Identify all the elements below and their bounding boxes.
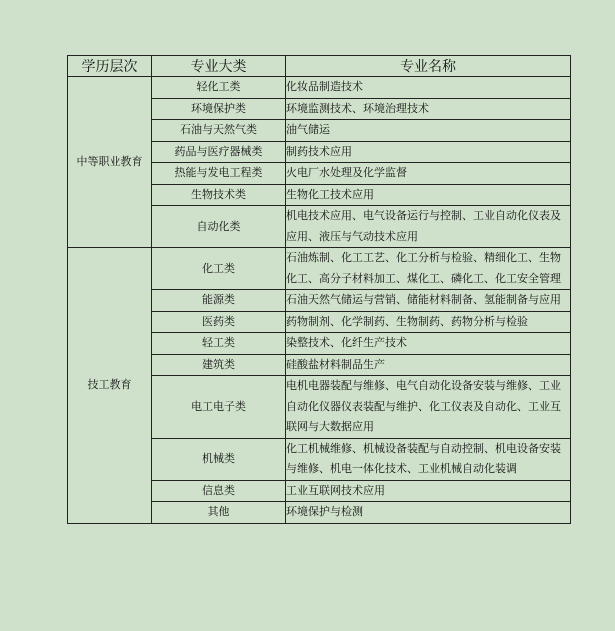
category-cell: 环境保护类	[152, 98, 286, 120]
names-cell: 染整技术、化纤生产技术	[286, 333, 571, 355]
names-cell: 化妆品制造技术	[286, 77, 571, 99]
names-cell: 工业互联网技术应用	[286, 480, 571, 502]
names-cell: 电机电器装配与维修、电气自动化设备安装与维修、工业自动化仪器仪表装配与维护、化工仪表及自动化、工业互联网与大数据应用	[286, 376, 571, 439]
category-cell: 能源类	[152, 290, 286, 312]
header-level: 学历层次	[68, 56, 152, 77]
category-cell: 自动化类	[152, 206, 286, 248]
category-cell: 石油与天然气类	[152, 120, 286, 142]
category-cell: 信息类	[152, 480, 286, 502]
header-row	[68, 56, 571, 77]
names-cell: 油气储运	[286, 120, 571, 142]
header-names: 专业名称	[286, 56, 571, 77]
category-cell: 药品与医疗器械类	[152, 141, 286, 163]
category-cell: 轻化工类	[152, 77, 286, 99]
names-cell: 机电技术应用、电气设备运行与控制、工业自动化仪表及应用、液压与气动技术应用	[286, 206, 571, 248]
names-cell: 制药技术应用	[286, 141, 571, 163]
category-cell: 热能与发电工程类	[152, 163, 286, 185]
names-cell: 火电厂水处理及化学监督	[286, 163, 571, 185]
names-cell: 化工机械维修、机械设备装配与自动控制、机电设备安装与维修、机电一体化技术、工业机械自动化装调	[286, 438, 571, 480]
majors-table	[67, 55, 571, 524]
category-cell: 机械类	[152, 438, 286, 480]
level-cell-secondary-vocational: 中等职业教育	[68, 77, 152, 248]
names-cell: 环境保护与检测	[286, 502, 571, 524]
names-cell: 环境监测技术、环境治理技术	[286, 98, 571, 120]
names-cell: 石油天然气储运与营销、储能材料制备、氢能制备与应用	[286, 290, 571, 312]
header-category: 专业大类	[152, 56, 286, 77]
category-cell: 生物技术类	[152, 184, 286, 206]
table-row	[68, 77, 571, 99]
category-cell: 化工类	[152, 248, 286, 290]
level-cell-technical: 技工教育	[68, 248, 152, 524]
category-cell: 其他	[152, 502, 286, 524]
category-cell: 建筑类	[152, 354, 286, 376]
names-cell: 石油炼制、化工工艺、化工分析与检验、精细化工、生物化工、高分子材料加工、煤化工、磷化工、化工安全管理	[286, 248, 571, 290]
category-cell: 电工电子类	[152, 376, 286, 439]
category-cell: 医药类	[152, 311, 286, 333]
category-cell: 轻工类	[152, 333, 286, 355]
names-cell: 生物化工技术应用	[286, 184, 571, 206]
names-cell: 硅酸盐材料制品生产	[286, 354, 571, 376]
names-cell: 药物制剂、化学制药、生物制药、药物分析与检验	[286, 311, 571, 333]
table-row	[68, 248, 571, 290]
